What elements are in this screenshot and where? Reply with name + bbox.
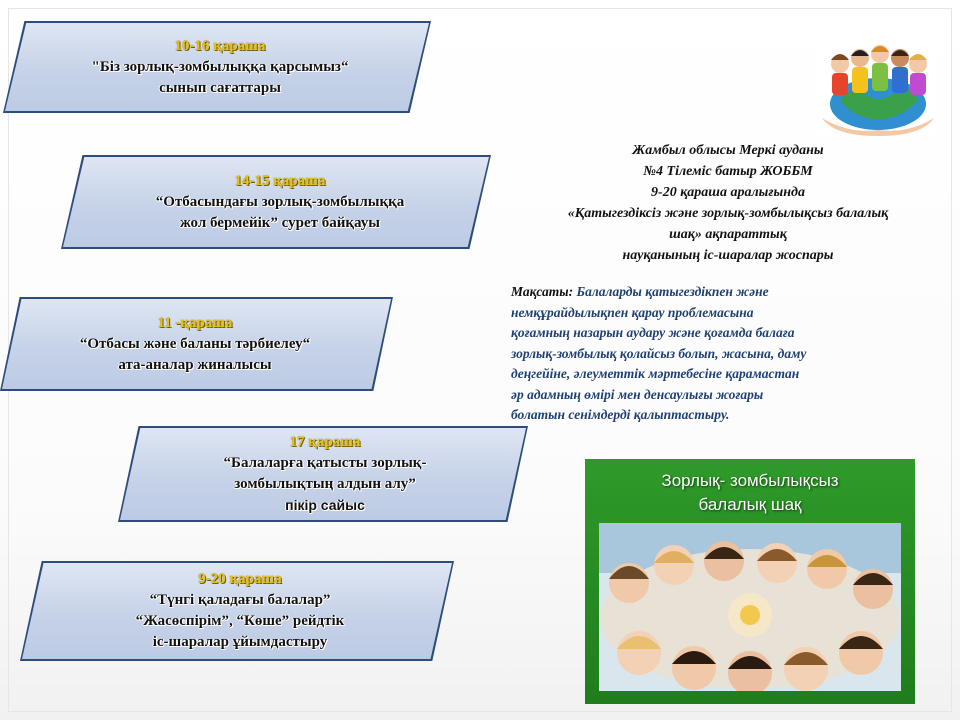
goal-paragraph [511, 282, 931, 426]
plan-title [498, 140, 958, 266]
event-date: 14-15 қараша [234, 172, 326, 189]
plan-title-line: науқанының іс-шаралар жоспары [622, 248, 834, 263]
event-line: сынып сағаттары [159, 79, 281, 96]
event-card-text [20, 299, 370, 389]
goal-line: әр адамның өмірі мен денсаулығы жоғары [511, 386, 764, 402]
event-line: “Түнгі қаладағы балалар” [149, 592, 331, 608]
goal-line: зорлық-зомбылық қолайсыз болып, жасына, даму [511, 345, 807, 361]
children-circle-photo-icon [599, 523, 901, 691]
goal-line: қоғамның назарын аудару және қоғамда балаға [511, 325, 795, 340]
plan-title-line: шақ» ақпараттық [669, 227, 787, 242]
goal-label: Мақсаты: [511, 284, 574, 299]
plan-title-line: №4 Тілеміс батыр ЖОББМ [643, 164, 813, 179]
event-line: “Отбасындағы зорлық-зомбылыққа [155, 193, 405, 210]
goal-line: Балаларды қатыгездікпен және [576, 284, 769, 299]
event-line: ата-аналар жиналысы [118, 356, 272, 373]
event-line: пікір сайыс [285, 497, 365, 513]
event-date: 10-16 қараша [174, 37, 266, 54]
campaign-photo-panel [585, 459, 915, 704]
event-line: “Жасөспірім”, “Көше” рейдтік [135, 613, 345, 629]
goal-line: деңгейіне, әлеуметтік мәртебесіне қарамастан [511, 366, 800, 381]
photo-title-line: Зорлық- зомбылықсыз [661, 471, 839, 490]
goal-line: немқұрайдылықпен қарау проблемасына [511, 304, 754, 320]
event-card-text [150, 428, 500, 520]
event-line: “Отбасы және баланы тәрбиелеу“ [79, 335, 311, 352]
event-date: 17 қараша [289, 434, 361, 450]
event-line: жол бермейік” сурет байқауы [180, 214, 380, 231]
plan-title-line: 9-20 қараша аралығында [651, 185, 805, 200]
event-card-text [30, 23, 410, 111]
event-line: “Балаларға қатысты зорлық- [223, 455, 427, 471]
event-card-text [90, 157, 470, 247]
goal-line: болатын сенімдерді қалыптастыру. [511, 407, 730, 422]
event-line: іс-шаралар ұйымдастыру [152, 634, 328, 650]
photo-title [585, 469, 915, 517]
photo-title-line: балалық шақ [698, 495, 802, 514]
event-line: "Біз зорлық-зомбылыққа қарсымыз“ [91, 58, 349, 75]
children-globe-logo-icon [818, 26, 938, 136]
event-date: 9-20 қараша [198, 571, 282, 587]
event-card-text [50, 563, 430, 659]
plan-title-line: Жамбыл облысы Меркі ауданы [632, 143, 824, 158]
event-date: 11 -қараша [157, 314, 233, 331]
plan-title-line: «Қатыгездіксіз және зорлық-зомбылықсыз балалық [567, 206, 889, 221]
event-line: зомбылықтың алдын алу” [234, 476, 416, 492]
